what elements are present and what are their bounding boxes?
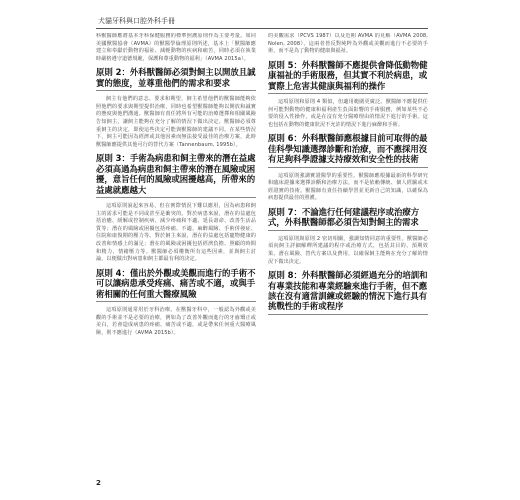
principle-heading-block [96, 67, 256, 91]
body-paragraph: 的美觀需求（PCVS 1987）以及近期 AVMA 的見解（AVMA 2008, Nolen, 2008），這兩者皆反對純粹為外觀或美觀而進行不必要的手術，而不是為了動物的健康與福祉。 [268, 33, 428, 55]
principle-heading: 原則 2：外科獸醫師必須對飼主以開放且誠實的態度，並尊重他們的需求和要求 [96, 67, 256, 88]
body-paragraph: 科獸醫師應將基本牙科保健服務的標準照護原則作為主要考量。如同美國獸醫協會（AVMA）的獸醫學倫理原則所述，基本上「獸醫師應建立和奉獻於動物的福祉、減輕動物的疾病和痛苦，同時必須在執業時嚴格遵守道德規範，保護和尊重動物的福利」（AVMA 2015a）。 [96, 33, 256, 62]
principle-heading-block [96, 153, 256, 198]
body-paragraph: 這項原則說起來容易，但在實際情況下難以應用，因為病患和飼主的需求可能是不同或甚至是衝突的。對於病患來說，潛在的益處包括治癒、緩解或控制疾病、減少疼痛和不適、延長壽命、改善生活品質等；潛在的風險或困擾包括疼痛、不適、麻醉風險、手術併發症、住院和康復期的壓力等。對於飼主來說，潛在的益處包括寵物健康的改善和情感上的滿足；潛在的風險或困擾包括經濟負擔、照顧的時間和精力、情緒壓力等。獸醫師必須權衡所有這些因素，並與飼主討論，以便做出對病患和飼主都最有利的決定。 [96, 202, 256, 263]
body-paragraph: 飼主有他們的意志、要求和期望，飼主希望他們的獸醫師能夠依照他們的要求與期望提供治療，同時也希望獸醫師能夠以開放和誠實的態度與他們溝通。獸醫師有責任將所有可能的治療選擇和相關風險告知飼主，讓飼主能夠在充分了解的情況下做出決定。獸醫師必須尊重飼主的決定，即使這些決定可能與獸醫師的建議不同。在某些情況下，飼主可能因為經濟或其他因素而無法接受最佳的治療方案，此時獸醫師應提供其他可行的替代方案（Tannenbaum, 1995b）。 [96, 96, 256, 148]
body-paragraph: 這項原則與原則 2 密切相關，強調知情同意的重要性。獸醫師必須向飼主詳細解釋所建議的程序或治療方式，包括其目的、預期效果、潛在風險、替代方案以及費用，以確保飼主能夠在充分了解的情況下做出決定。 [268, 235, 428, 265]
principle-heading-block [268, 60, 428, 94]
principle-heading-block [268, 207, 428, 231]
page-number: 2 [96, 479, 101, 487]
body-paragraph: 這項原則強調實證醫學的重要性。獸醫師應根據最新的科學研究和臨床證據來選擇診斷和治療方法，而不是依賴傳統、個人經驗或未經證實的技術。獸醫師有責任持續學習並更新自己的知識，以確保為病患提供最佳的照護。 [268, 172, 428, 202]
principle-heading: 原則 3：手術為病患和飼主帶來的潛在益處必須高過為病患和飼主帶來的潛在風險或困擾，意旨任何的風險或困擾越高，所帶來的益處就應越大 [96, 153, 256, 195]
principle-heading-block [268, 133, 428, 167]
left-column [96, 33, 256, 341]
principle-heading: 原則 6：外科獸醫師應根據目前可取得的最佳科學知識選擇診斷和治療，而不應採用沒有足夠科學證據支持療效和安全性的技術 [268, 133, 428, 165]
body-paragraph: 這項原則和原則 4 類似，但適用範圍更廣泛。獸醫師不應提供任何可能對動物的健康和福利產生負面影響的手術服務，例如某些不必要的侵入性操作，或是在沒有充分醫療理由的情況下進行的手術。這也包括在動物的健康狀況不允許的情況下進行麻醉和手術。 [268, 99, 428, 128]
principle-heading-block [96, 268, 256, 302]
principle-heading-block [268, 270, 428, 315]
running-header [96, 16, 428, 29]
principle-heading: 原則 7：不論進行任何建議程序或治療方式，外科獸醫師都必須告知對飼主的需求 [268, 206, 420, 228]
running-header-title: 犬貓牙科與口腔外科手冊 [98, 17, 175, 25]
principle-heading: 原則 8：外科獸醫師必須經過充分的培訓和有專業技能和專業經驗來進行手術，但不應該在沒有適當訓練或經驗的情況下進行具有挑戰性的手術或程序 [268, 270, 428, 312]
body-paragraph: 這項原則通常用於牙科治療。在獸醫牙科中，一般認為外觀或美觀的手術並不是必要的治療，例如為了改善外觀而進行的牙齒矯正或美白，若會造成病患的疼痛、痛苦或不適，或是帶來任何重大醫療風險，則不應進行（AVMA 2015b）。 [96, 306, 256, 336]
principle-heading: 原則 5：外科獸醫師不應提供會降低動物健康福祉的手術服務，但其實不利於病患，或實際上危害其健康與福利的操作 [268, 59, 428, 91]
right-column [268, 33, 428, 320]
principle-heading: 原則 4：僅出於外觀或美觀而進行的手術不可以讓病患承受疼痛、痛苦或不適，或與手術相關的任何重大醫療風險 [96, 267, 256, 299]
